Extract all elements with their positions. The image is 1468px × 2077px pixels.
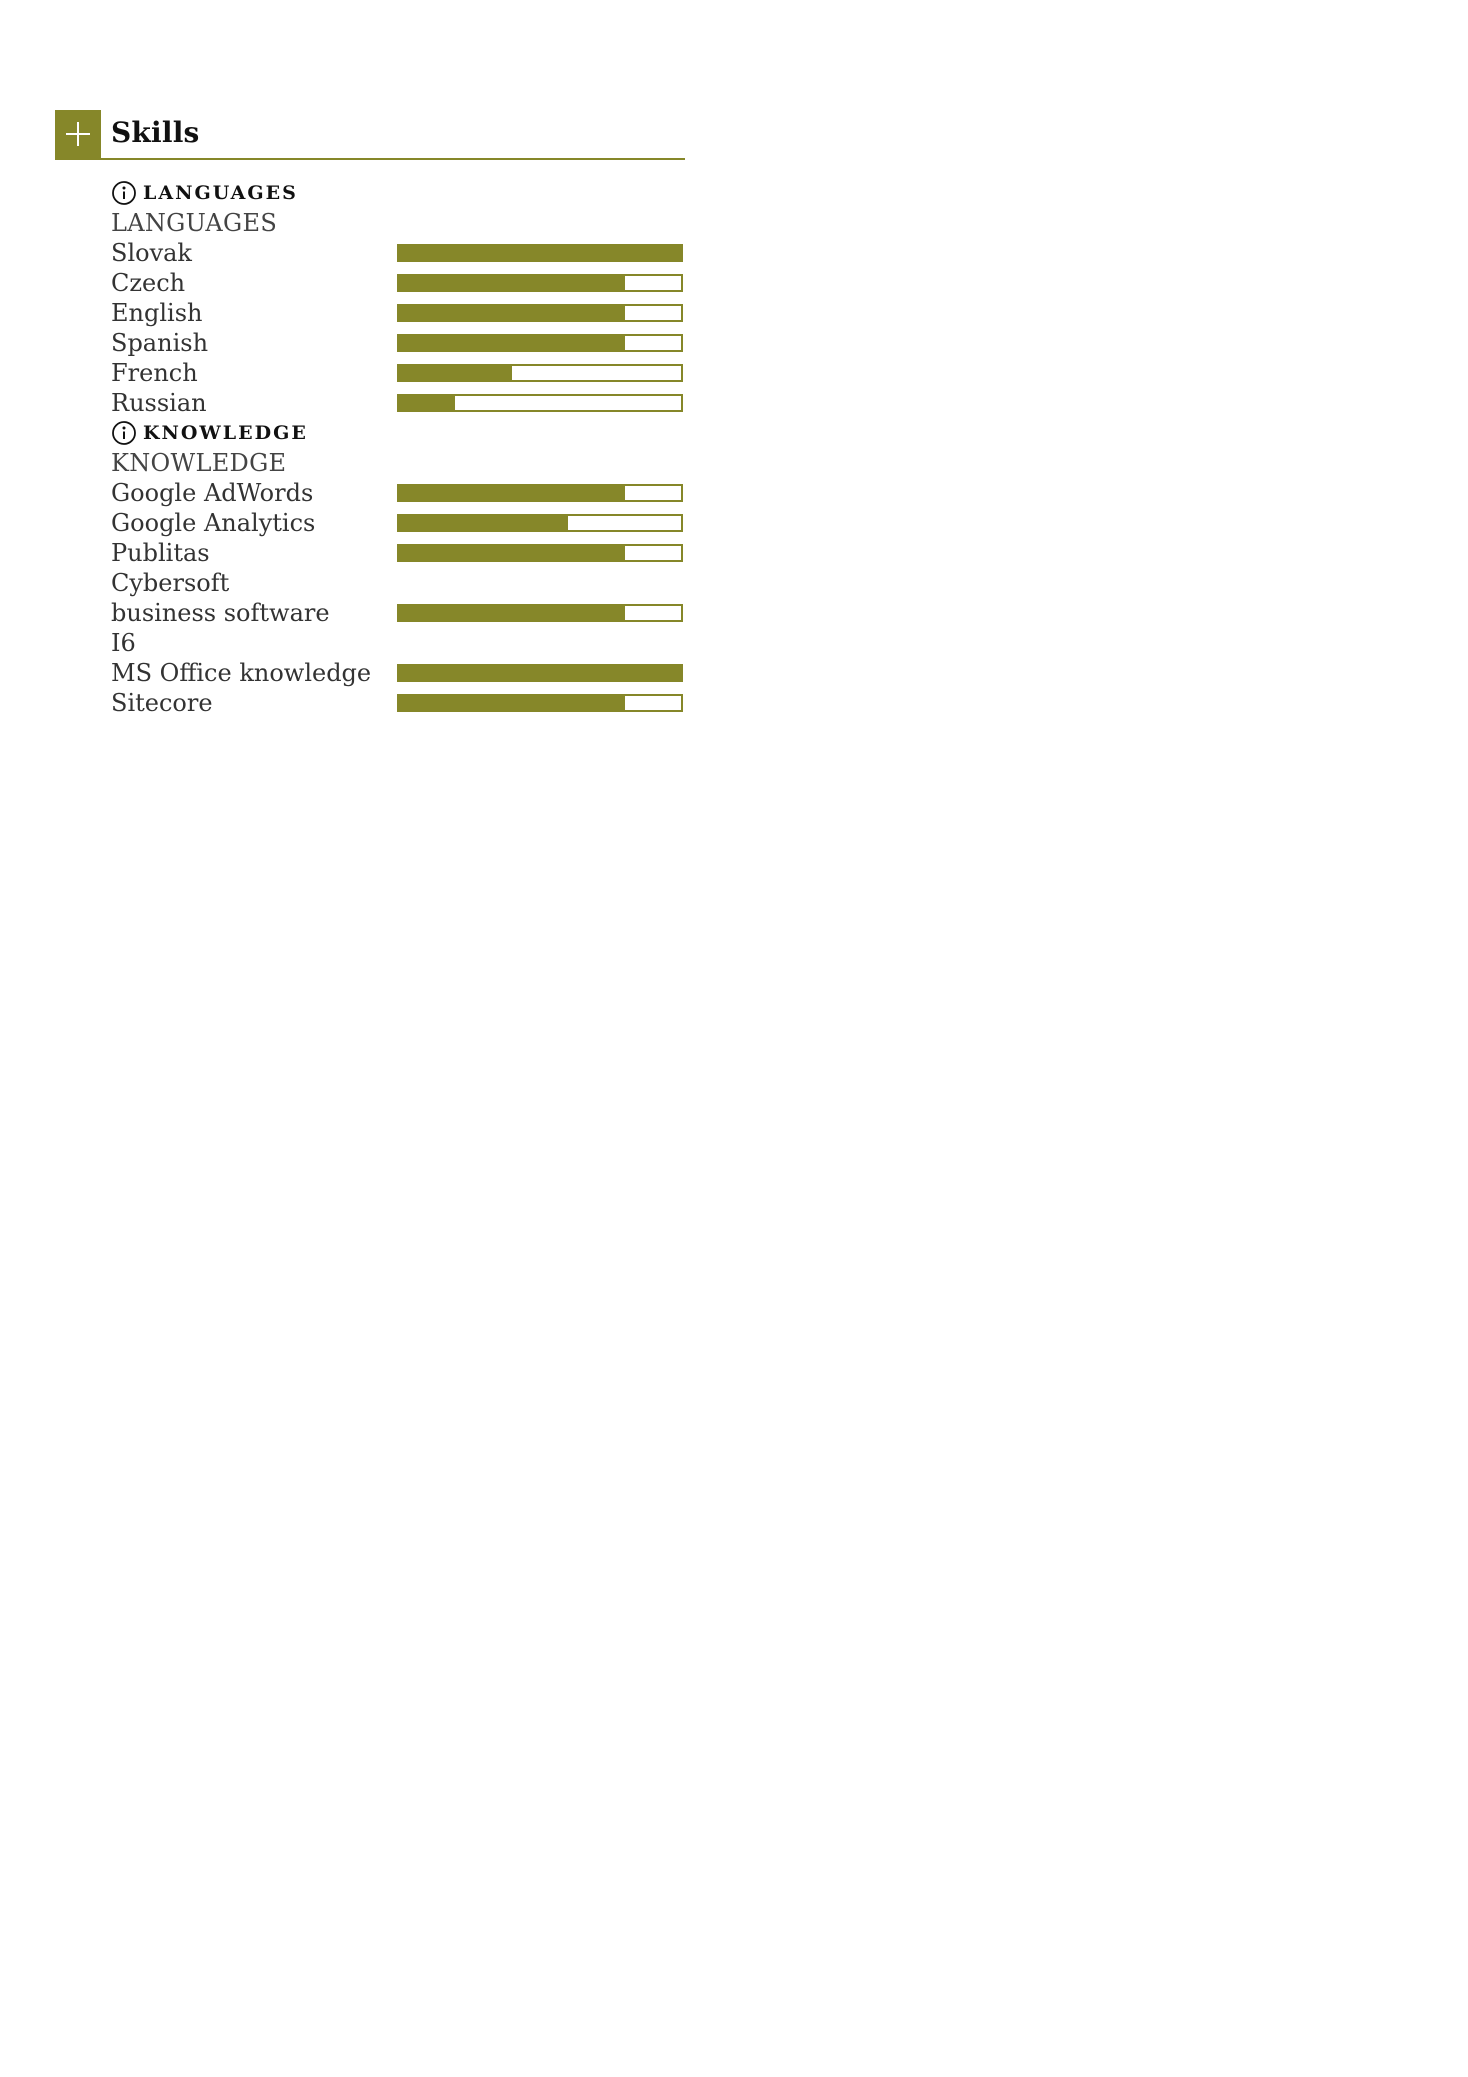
skill-name: Spanish (111, 329, 209, 357)
group-subtitle: KNOWLEDGE (111, 449, 287, 477)
plus-icon (55, 110, 101, 158)
skill-name: Publitas (111, 539, 210, 567)
skill-level-bar (397, 244, 683, 262)
skill-row (111, 658, 685, 688)
skill-row (111, 238, 685, 268)
skill-level-fill (399, 366, 512, 380)
skill-row (111, 538, 685, 568)
skill-row (111, 328, 685, 358)
skill-level-fill (399, 246, 681, 260)
expand-button[interactable] (55, 110, 101, 158)
skill-level-bar (397, 364, 683, 382)
skill-level-bar (397, 394, 683, 412)
skill-name: Google AdWords (111, 479, 314, 507)
skill-level-fill (399, 606, 625, 620)
skill-level-fill (399, 666, 681, 680)
skill-name: Russian (111, 389, 207, 417)
skill-level-fill (399, 276, 625, 290)
group-heading (111, 178, 685, 208)
skill-row (111, 268, 685, 298)
skills-content (111, 178, 685, 718)
skill-level-bar (397, 484, 683, 502)
group-title: LANGUAGES (143, 182, 298, 204)
skill-row (111, 298, 685, 328)
section-header (55, 110, 685, 160)
skill-row (111, 478, 685, 508)
skill-level-fill (399, 516, 568, 530)
skill-level-bar (397, 304, 683, 322)
skill-level-bar (397, 514, 683, 532)
skill-level-fill (399, 486, 625, 500)
info-icon[interactable] (111, 180, 137, 206)
group-title: KNOWLEDGE (143, 422, 308, 444)
skill-level-fill (399, 306, 625, 320)
skill-level-bar (397, 694, 683, 712)
skill-level-fill (399, 546, 625, 560)
skill-row (111, 508, 685, 538)
info-icon[interactable] (111, 420, 137, 446)
skill-name: Czech (111, 269, 186, 297)
skill-level-bar (397, 604, 683, 622)
group-heading (111, 418, 685, 448)
group-subtitle: LANGUAGES (111, 209, 278, 237)
skill-name: Google Analytics (111, 509, 316, 537)
skill-level-fill (399, 336, 625, 350)
skills-section (55, 110, 685, 718)
skill-level-fill (399, 696, 625, 710)
skill-level-bar (397, 274, 683, 292)
skill-level-fill (399, 396, 455, 410)
skill-row (111, 688, 685, 718)
skill-name: French (111, 359, 198, 387)
skill-row (111, 568, 685, 658)
skill-level-bar (397, 544, 683, 562)
section-title: Skills (111, 116, 200, 149)
skill-name: Sitecore (111, 689, 213, 717)
skill-name: English (111, 299, 203, 327)
skill-name: Cybersoft business software I6 (111, 569, 330, 657)
skill-name: Slovak (111, 239, 192, 267)
skill-row (111, 358, 685, 388)
skill-level-bar (397, 664, 683, 682)
skill-row (111, 388, 685, 418)
skill-name: MS Office knowledge (111, 659, 372, 687)
skill-level-bar (397, 334, 683, 352)
